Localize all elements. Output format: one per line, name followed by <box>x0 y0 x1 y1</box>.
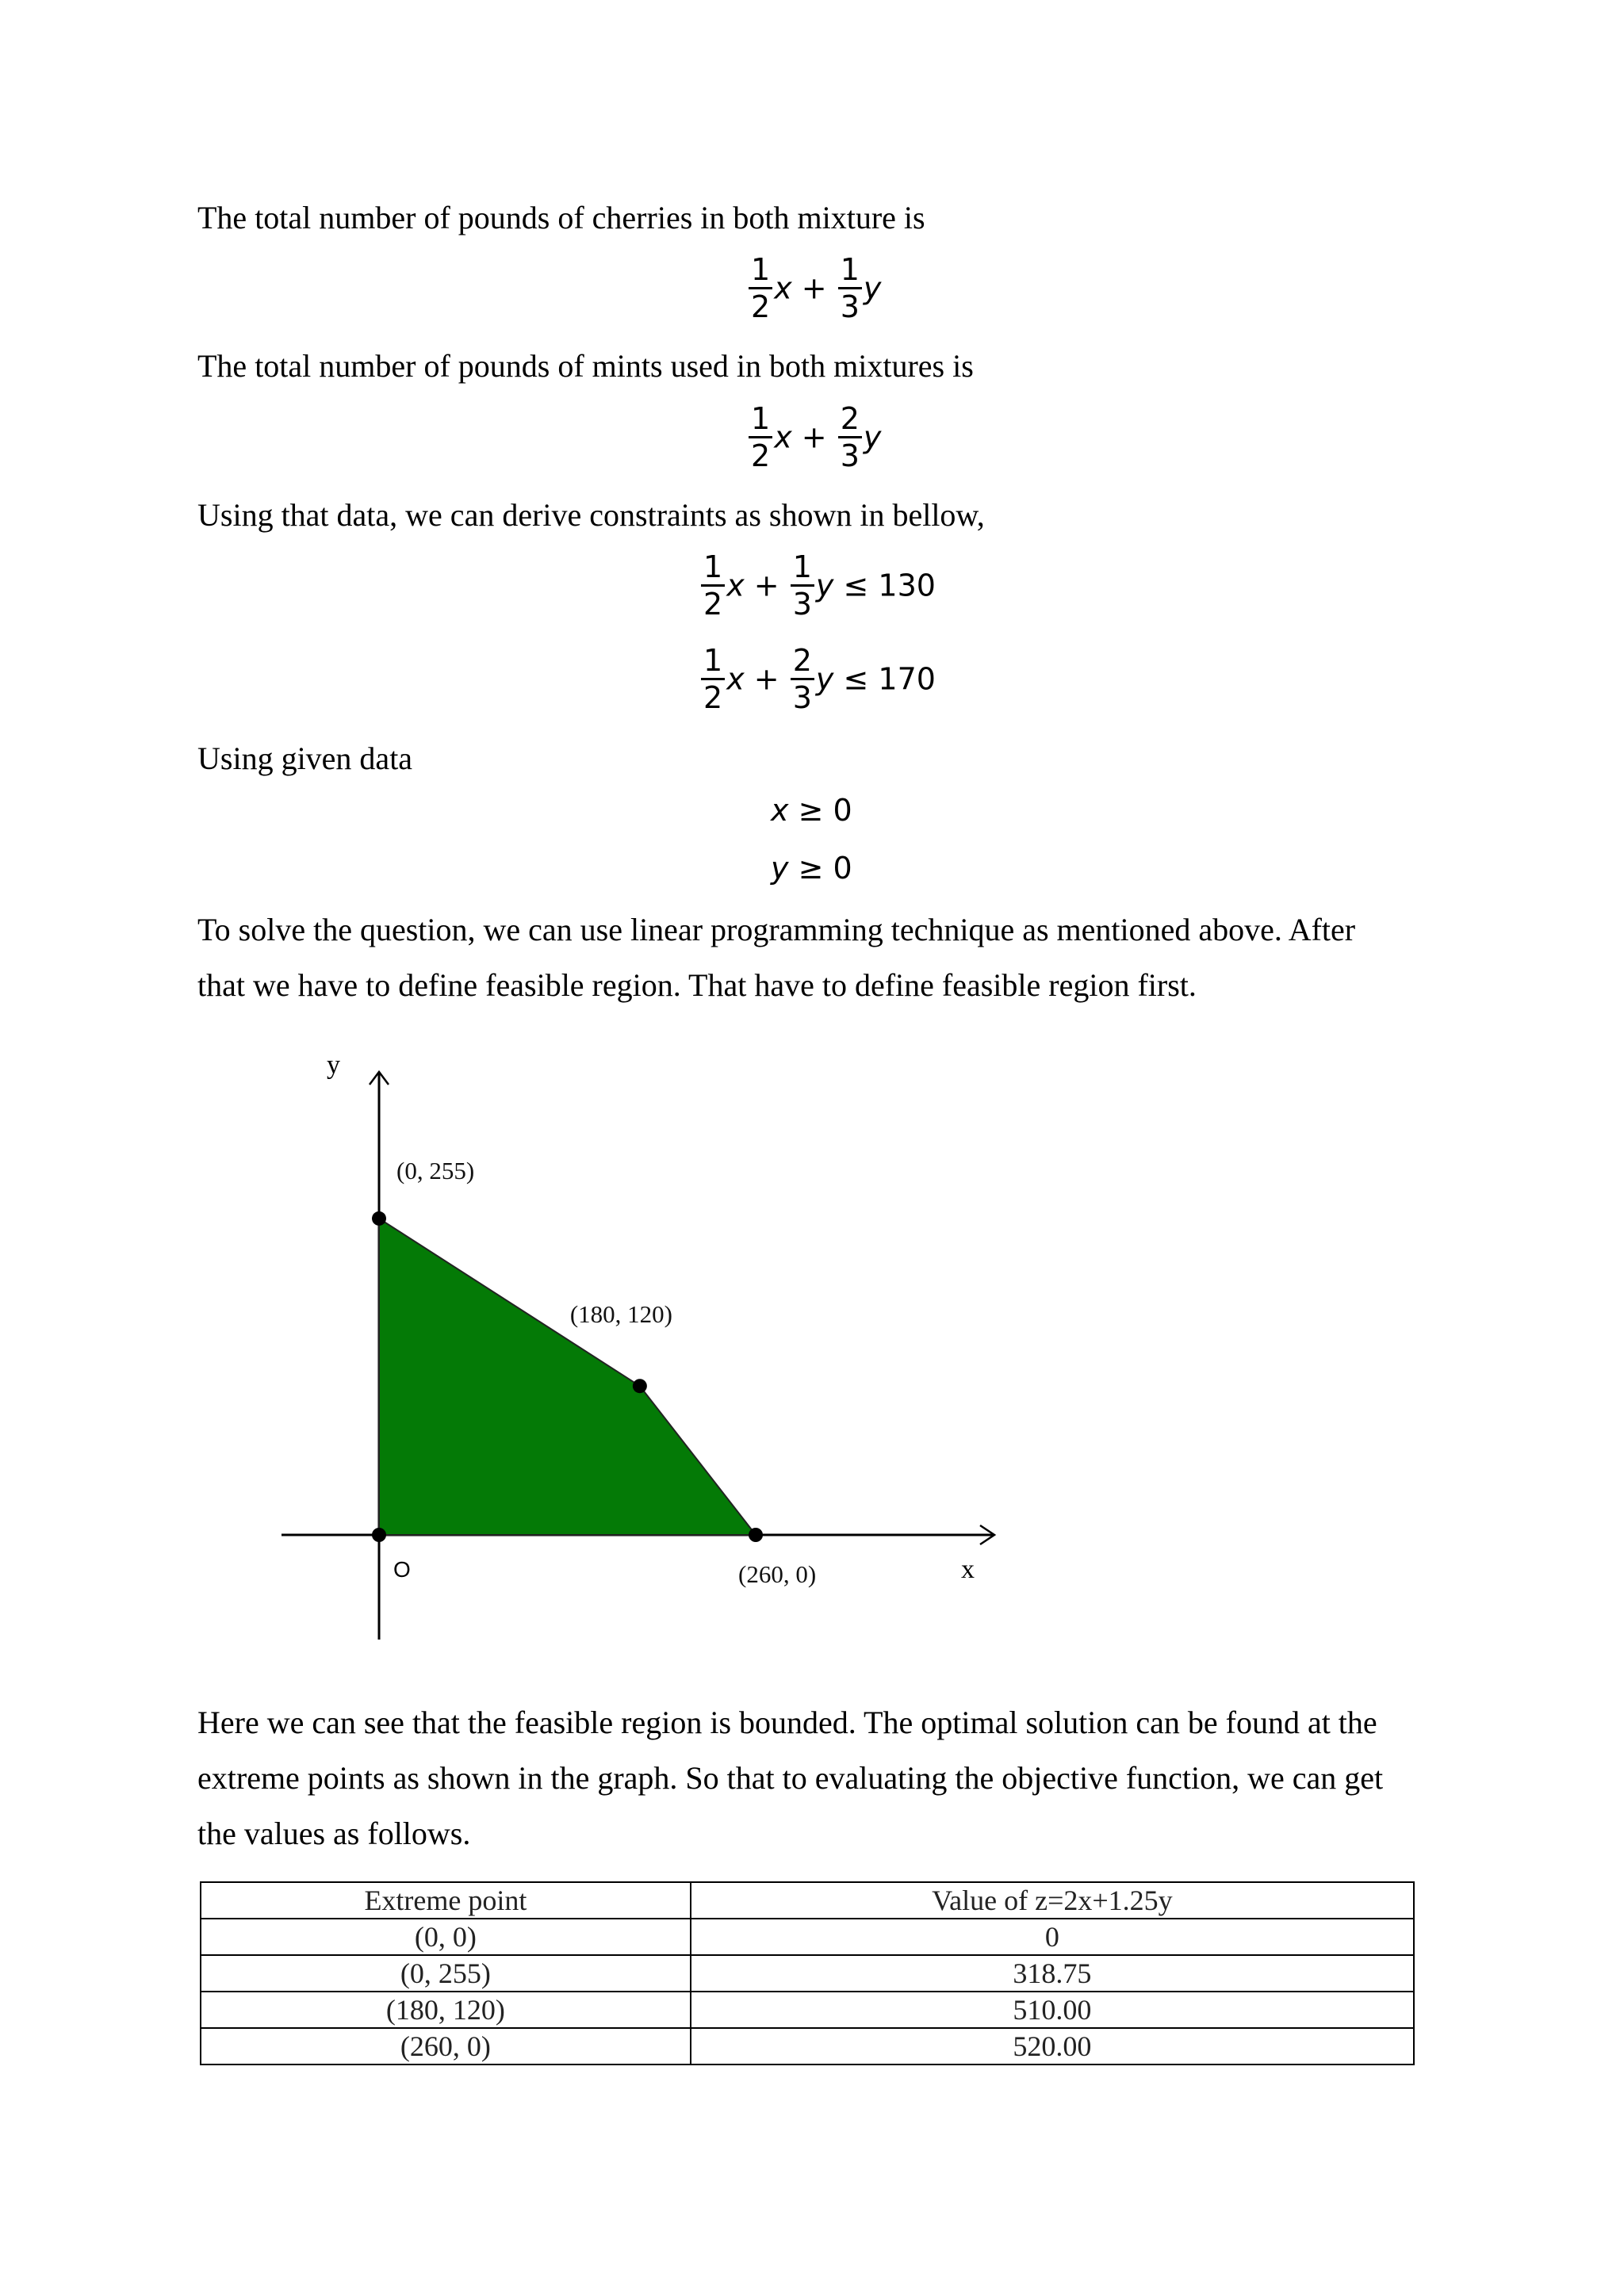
extreme-point-label: (0, 255) <box>396 1156 475 1184</box>
paragraph-given-data: Using given data <box>197 740 413 776</box>
fraction: $\frac{1}{2}$ <box>749 401 772 473</box>
y-axis-label: y <box>327 1050 340 1080</box>
equation-cherries-total: $\frac{1}{2}$ x + $\frac{1}{3}$ y <box>747 252 881 324</box>
x-axis-label: x <box>961 1555 975 1584</box>
cell-point: (260, 0) <box>201 2028 691 2064</box>
paragraph-cherries: The total number of pounds of cherries in both mixture is <box>197 200 925 235</box>
extreme-point-marker <box>372 1528 386 1542</box>
fraction: $\frac{2}{3}$ <box>791 643 814 715</box>
constraint-x-nonneg: x ≥ 0 <box>771 793 852 828</box>
constraint-cherries: $\frac{1}{2}$ x + $\frac{1}{3}$ y ≤ 130 <box>699 549 936 622</box>
constraint-y-nonneg: y ≥ 0 <box>771 851 852 886</box>
extreme-point-label: (260, 0) <box>738 1560 817 1588</box>
table-header-row <box>201 1882 1414 1919</box>
feasible-region <box>379 1219 756 1535</box>
extreme-point-marker <box>749 1528 763 1542</box>
fraction: $\frac{1}{2}$ <box>701 549 725 622</box>
cell-point: (0, 0) <box>201 1919 691 1955</box>
table-row <box>201 1992 1414 2028</box>
extreme-point-marker <box>633 1379 647 1393</box>
fraction: $\frac{1}{3}$ <box>791 549 814 622</box>
header-extreme-point: Extreme point <box>201 1882 691 1919</box>
extreme-point-marker <box>372 1211 386 1226</box>
cell-point: (180, 120) <box>201 1992 691 2028</box>
cell-value: 520.00 <box>691 2028 1414 2064</box>
cell-value: 318.75 <box>691 1955 1414 1992</box>
feasible-region-graph <box>270 1039 1015 1649</box>
fraction: $\frac{2}{3}$ <box>838 401 862 473</box>
extreme-point-label: (180, 120) <box>569 1300 673 1329</box>
cell-point: (0, 255) <box>201 1955 691 1992</box>
fraction: $\frac{1}{2}$ <box>701 643 725 715</box>
constraint-mints: $\frac{1}{2}$ x + $\frac{2}{3}$ y ≤ 170 <box>699 643 936 715</box>
paragraph-mints: The total number of pounds of mints used in both mixtures is <box>197 348 974 384</box>
fraction: $\frac{1}{3}$ <box>838 252 862 324</box>
extreme-points-table <box>200 1881 1415 2065</box>
table-row <box>201 1919 1414 1955</box>
origin-label: O <box>393 1557 411 1582</box>
table-row <box>201 1955 1414 1992</box>
paragraph-solve-line2: that we have to define feasible region. That have to define feasible region first. <box>197 967 1197 1003</box>
cell-value: 0 <box>691 1919 1414 1955</box>
header-objective-value: Value of z=2x+1.25y <box>691 1882 1414 1919</box>
paragraph-constraints-intro: Using that data, we can derive constraints as shown in bellow, <box>197 497 985 533</box>
paragraph-bounded-line2: extreme points as shown in the graph. So that to evaluating the objective function, we can get <box>197 1760 1384 1796</box>
paragraph-bounded-line1: Here we can see that the feasible region is bounded. The optimal solution can be found at the <box>197 1705 1377 1740</box>
equation-mints-total: $\frac{1}{2}$ x + $\frac{2}{3}$ y <box>747 401 881 473</box>
cell-value: 510.00 <box>691 1992 1414 2028</box>
fraction: $\frac{1}{2}$ <box>749 252 772 324</box>
paragraph-bounded-line3: the values as follows. <box>197 1816 471 1851</box>
paragraph-solve-line1: To solve the question, we can use linear programming technique as mentioned above. After <box>197 912 1356 947</box>
table-row <box>201 2028 1414 2064</box>
